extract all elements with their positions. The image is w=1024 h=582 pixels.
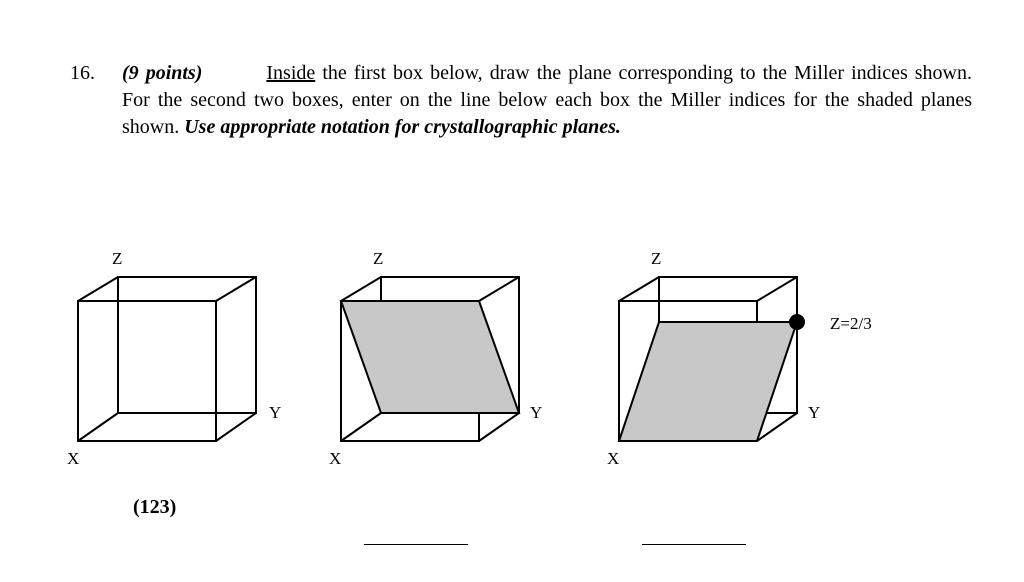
cube-2-shaded-plane bbox=[341, 301, 519, 413]
cube-2 bbox=[329, 249, 542, 468]
cube-1-x-label: X bbox=[67, 449, 80, 468]
cube-3 bbox=[607, 249, 872, 468]
cube-1-z-label: Z bbox=[112, 249, 123, 268]
instructions-text: the first box below, draw the plane corresponding to the Miller indices shown. For the second two boxes, enter on the line below each box the Miller indices for the shaded planes shown. bbox=[122, 62, 972, 138]
cube-3-z-annotation: Z=2/3 bbox=[830, 314, 872, 333]
points-label: (9 points) bbox=[122, 62, 203, 84]
cube-3-z-point-marker bbox=[789, 314, 805, 330]
cube-1-back-face bbox=[118, 277, 256, 413]
cube-3-y-label: Y bbox=[808, 403, 821, 422]
cube-1-front-face bbox=[78, 301, 216, 441]
notation-emphasis: Use appropriate notation for crystallographic planes. bbox=[184, 116, 621, 138]
cube-2-y-label: Y bbox=[530, 403, 543, 422]
inside-underlined: Inside bbox=[266, 62, 316, 84]
cube-2-x-label: X bbox=[329, 449, 342, 468]
answer-line-box-2[interactable] bbox=[364, 544, 468, 545]
cube-3-x-label: X bbox=[607, 449, 620, 468]
miller-indices-box-1: (123) bbox=[133, 496, 177, 518]
cube-3-z-label: Z bbox=[651, 249, 662, 268]
cube-1-y-label: Y bbox=[269, 403, 282, 422]
answer-line-box-3[interactable] bbox=[642, 544, 746, 545]
question-number: 16. bbox=[70, 62, 95, 84]
cube-2-z-label: Z bbox=[373, 249, 384, 268]
cube-1 bbox=[67, 249, 281, 468]
cube-3-shaded-plane bbox=[619, 322, 797, 441]
